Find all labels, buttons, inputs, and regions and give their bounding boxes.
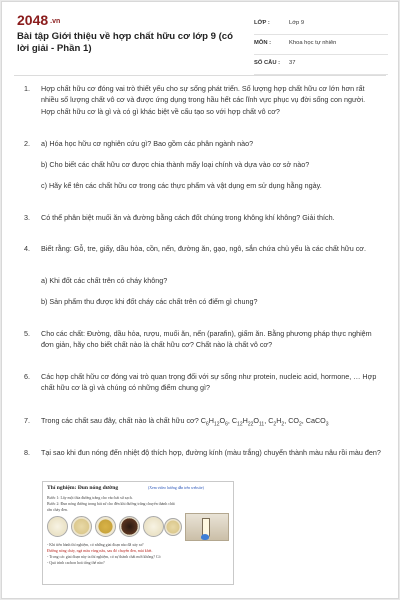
question-2-part-b: b) Cho biết các chất hữu cơ được chia thành mấy loại chính và dựa vào cơ sở nào?: [41, 160, 310, 169]
question-text: Trong các chất sau đây, chất nào là chất hữu cơ? $C_6H_{12}O_6$, $C_{12}H_{22}O_{11}$, $C_2H_2$, $CO_2$, CaCO$_3$: [41, 416, 329, 428]
textbook-step-2: Bước 2: Đun nóng đường trong bát sứ cho đến khi đường trắng chuyển thành chất: [47, 502, 175, 506]
burner-photo: [185, 513, 229, 541]
header-divider: [14, 75, 386, 76]
sugar-dish-1-image: [47, 516, 68, 537]
meta-question-count: SỐ CÂU : 37: [254, 55, 388, 75]
question-text: Cho các chất: Đường, dầu hỏa, rượu, muối ăn, nến (parafin), giấm ăn. Bằng phương pháp thực nghiệm đơn giản, hãy cho biết chất nào là chất hữu cơ? Chất nào là chất vô cơ?: [41, 329, 372, 350]
question-text: Các hợp chất hữu cơ đóng vai trò quan trọng đối với sự sống như protein, nucleic acid, hormone, … Hợp chất hữu cơ là gì và chúng có những điểm chung gì?: [41, 372, 377, 393]
question-number: 1.: [24, 84, 30, 93]
flame-icon: [201, 534, 209, 540]
question-text: Có thể phân biệt muối ăn và đường bằng cách đốt chúng trong không khí không? Giải thích.: [41, 213, 335, 222]
formula-acetylene: $C_2H_2$: [268, 416, 285, 428]
textbook-question-c: - Quá trình cacbon hoá tổng thể nào?: [47, 561, 105, 565]
formula-calcium-carbonate: CaCO$_3$: [305, 416, 329, 428]
meta-subject: MÔN : Khoa học tự nhiên: [254, 35, 388, 55]
question-number: 8.: [24, 448, 30, 457]
page-title: Bài tập Giới thiệu về hợp chất hữu cơ lớp 9 (có lời giải - Phần 1): [17, 31, 234, 54]
question-number: 6.: [24, 372, 30, 381]
question-2-part-c: c) Hãy kể tên các chất hữu cơ trong các thực phẩm và vật dụng em sử dụng hằng ngày.: [41, 181, 322, 190]
textbook-question-a: - Khi tiến hành thí nghiệm, có những giai đoạn nào đã xảy ra?: [47, 543, 144, 547]
question-4-part-b: b) Sản phẩm thu được khi đốt cháy các chất trên có điểm gì chung?: [41, 297, 258, 306]
sugar-dish-5-image: [143, 516, 164, 537]
sugar-dish-4-image: [119, 516, 140, 537]
worksheet-header: [2, 2, 398, 76]
question-text: Biết rằng: Gỗ, tre, giấy, dầu hỏa, cồn, nến, đường ăn, gạo, ngô, sắn chứa chủ yếu là các chất hữu cơ.: [41, 244, 367, 253]
question-text: Hợp chất hữu cơ đóng vai trò thiết yếu cho sự sống phát triển. Số lượng hợp chất hữu cơ lớn hơn rất nhiều số lượng chất vô cơ và được ứng dụng trong hầu hết các lĩnh vực phục vụ đời sống con người. Hợp chất hữu cơ là gì và có gì khác biệt về cấu tạo so với hợp chất vô cơ?: [41, 84, 366, 116]
textbook-answer-a: Đường nóng chảy, ngả màu vàng nâu, sau đó chuyển đen, mùi khét.: [47, 549, 153, 553]
question-4-part-a: a) Khi đốt các chất trên có cháy không?: [41, 276, 168, 285]
question-number: 3.: [24, 213, 30, 222]
textbook-question-b: - Trong các giai đoạn này ta thí nghiệm, có sự thành chất mới không? Có: [47, 555, 161, 559]
textbook-step-1: Bước 1: Lấy một thìa đường trắng cho vào bát sứ sạch.: [47, 496, 133, 500]
question-number: 5.: [24, 329, 30, 338]
sugar-dish-6-image: [164, 518, 182, 536]
question-text: Tại sao khi đun nóng đến nhiệt độ thích hợp, đường kính (màu trắng) chuyển thành màu nâu rồi màu đen?: [41, 448, 381, 457]
question-number: 7.: [24, 416, 30, 425]
question-text: a) Hóa học hữu cơ nghiên cứu gì? Bao gồm các phân ngành nào?: [41, 139, 254, 148]
textbook-video-link: (Xem video hướng dẫn trên website): [148, 486, 204, 490]
textbook-step-2-cont: rắn chảy đen.: [47, 508, 68, 512]
sugar-dish-3-image: [95, 516, 116, 537]
worksheet-page: [1, 1, 399, 599]
question-number: 2.: [24, 139, 30, 148]
meta-grade: LỚP : Lớp 9: [254, 15, 388, 35]
formula-carbon-dioxide: $CO_2$: [288, 416, 302, 428]
sugar-dish-2-image: [71, 516, 92, 537]
site-logo[interactable]: 2048 .vn: [17, 12, 61, 28]
worksheet-meta: [254, 15, 388, 75]
textbook-excerpt-image: [42, 481, 234, 585]
textbook-heading: Thí nghiệm: Đun nóng đường: [47, 485, 119, 491]
formula-glucose: $C_6H_{12}O_6$: [200, 416, 228, 428]
formula-saccharose: $C_{12}H_{22}O_{11}$: [231, 416, 265, 428]
question-number: 4.: [24, 244, 30, 253]
